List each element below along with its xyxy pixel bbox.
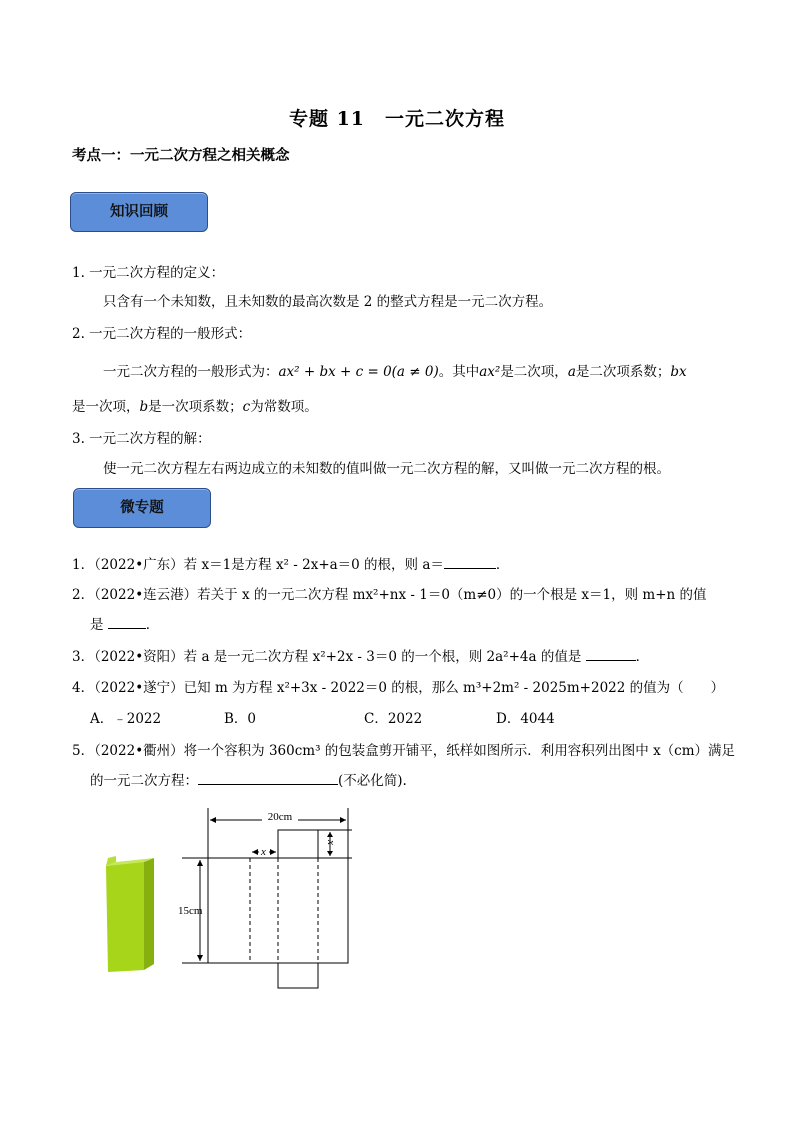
section-heading: 考点一：一元二次方程之相关概念 [72, 147, 290, 164]
review-item-2: 2. 一元二次方程的一般形式： [72, 326, 252, 342]
review-item-2-text-cont: 是一次项，b是一次项系数；c为常数项。 [72, 399, 318, 415]
q4-option-a: A．﹣2022 [90, 711, 162, 727]
answer-blank [108, 616, 146, 629]
x-label-vertical: x [325, 840, 337, 845]
question-5-cont: 的一元二次方程： (不必化简). [90, 773, 407, 789]
review-item-1-text: 只含有一个未知数，且未知数的最高次数是 2 的整式方程是一元二次方程。 [103, 294, 553, 310]
question-4: 4．（2022•遂宁）已知 m 为方程 x²+3x - 2022＝0 的根，那么 m³+2m² - 2025m+2022 的值为（ ） [72, 680, 725, 696]
x-label: x [261, 846, 266, 858]
answer-blank [444, 556, 496, 569]
review-item-1: 1. 一元二次方程的定义： [72, 265, 225, 281]
box-side [144, 858, 154, 970]
page-title: 专题 11 一元二次方程 [288, 108, 506, 130]
review-item-2-text: 一元二次方程的一般形式为：ax² + bx + c = 0(a ≠ 0)。其中ax²是二次项，a是二次项系数；bx [103, 364, 687, 380]
knowledge-review-badge: 知识回顾 [70, 192, 208, 232]
question-5: 5．（2022•衢州）将一个容积为 360cm³ 的包装盒剪开铺平，纸样如图所示．利用容积列出图中 x（cm）满足 [72, 743, 736, 759]
answer-blank [586, 648, 636, 661]
q4-option-d: D．4044 [496, 711, 555, 727]
q4-option-b: B．0 [224, 711, 257, 727]
micro-topic-badge: 微专题 [73, 488, 211, 528]
q4-option-c: C．2022 [364, 711, 423, 727]
package-box-image [96, 852, 162, 976]
height-label: 15cm [178, 905, 203, 917]
review-item-3: 3. 一元二次方程的解： [72, 431, 211, 447]
box-front [106, 862, 144, 972]
question-3: 3．（2022•资阳）若 a 是一元二次方程 x²+2x - 3＝0 的一个根，则 2a²+4a 的值是 ． [72, 649, 650, 665]
question-2: 2．（2022•连云港）若关于 x 的一元二次方程 mx²+nx - 1＝0（m≠0）的一个根是 x＝1，则 m+n 的值 [72, 587, 707, 603]
width-label: 20cm [267, 811, 293, 823]
question-1: 1．（2022•广东）若 x＝1是方程 x² - 2x+a＝0 的根，则 a＝ ． [72, 557, 510, 573]
review-item-3-text: 使一元二次方程左右两边成立的未知数的值叫做一元二次方程的解，又叫做一元二次方程的根。 [103, 461, 670, 477]
net-bottom-flap [278, 963, 318, 988]
answer-blank [198, 772, 338, 785]
net-top-flap [278, 830, 318, 858]
box-net-diagram [170, 800, 370, 1000]
question-2-cont: 是 ． [90, 617, 160, 633]
